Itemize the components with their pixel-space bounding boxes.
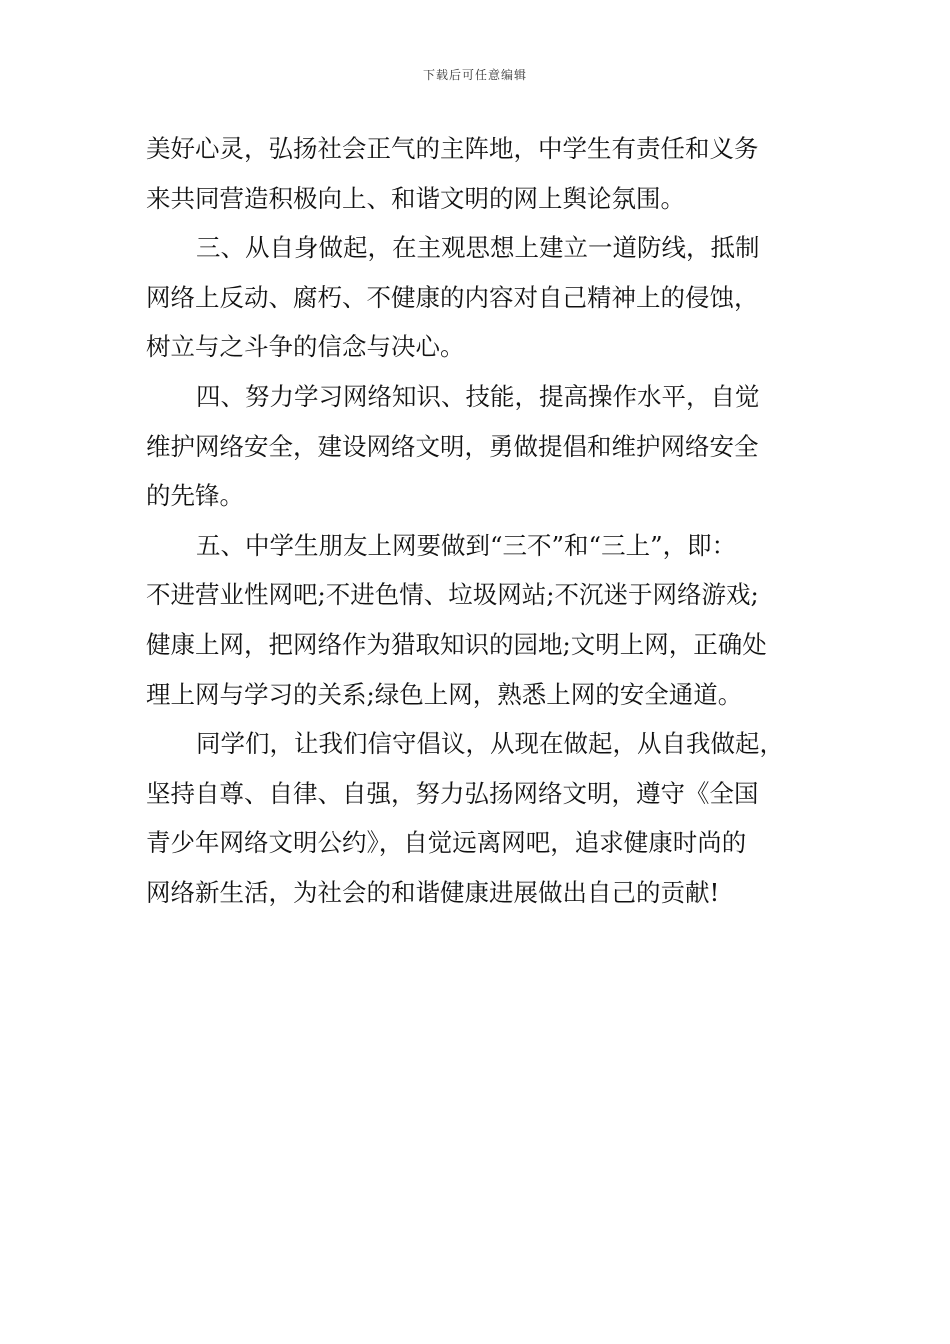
- text-line: 四、努力学习网络知识、技能，提高操作水平，自觉: [196, 381, 760, 411]
- header-note: 下载后可任意编辑: [422, 68, 527, 82]
- document-body: [146, 124, 816, 918]
- text-line: 五、中学生朋友上网要做到“三不”和“三上”，即：: [196, 530, 737, 560]
- text-line: 不进营业性网吧;不进色情、垃圾网站;不沉迷于网络游戏;: [146, 580, 759, 610]
- text-line: 美好心灵，弘扬社会正气的主阵地，中学生有责任和义务: [146, 134, 759, 163]
- text-line: 青少年网络文明公约》，自觉远离网吧，追求健康时尚的: [146, 828, 747, 858]
- text-line: 网络上反动、腐朽、不健康的内容对自己精神上的侵蚀，: [146, 282, 759, 312]
- text-line: 网络新生活，为社会的和谐健康进展做出自己的贡献!: [146, 877, 720, 907]
- text-line: 同学们，让我们信守倡议，从现在做起，从自我做起，: [196, 729, 784, 759]
- text-line: 健康上网，把网络作为猎取知识的园地;文明上网，正确处: [146, 629, 767, 659]
- text-line: 坚持自尊、自律、自强，努力弘扬网络文明，遵守《全国: [146, 778, 759, 808]
- text-line: 树立与之斗争的信念与决心。: [146, 332, 465, 362]
- text-line: 理上网与学习的关系;绿色上网，熟悉上网的安全通道。: [146, 679, 743, 709]
- text-line: 来共同营造积极向上、和谐文明的网上舆论氛围。: [146, 183, 685, 213]
- text-line: 的先锋。: [146, 481, 244, 511]
- text-line: 三、从自身做起，在主观思想上建立一道防线，抵制: [196, 233, 760, 263]
- text-line: 维护网络安全，建设网络文明，勇做提倡和维护网络安全: [146, 431, 759, 461]
